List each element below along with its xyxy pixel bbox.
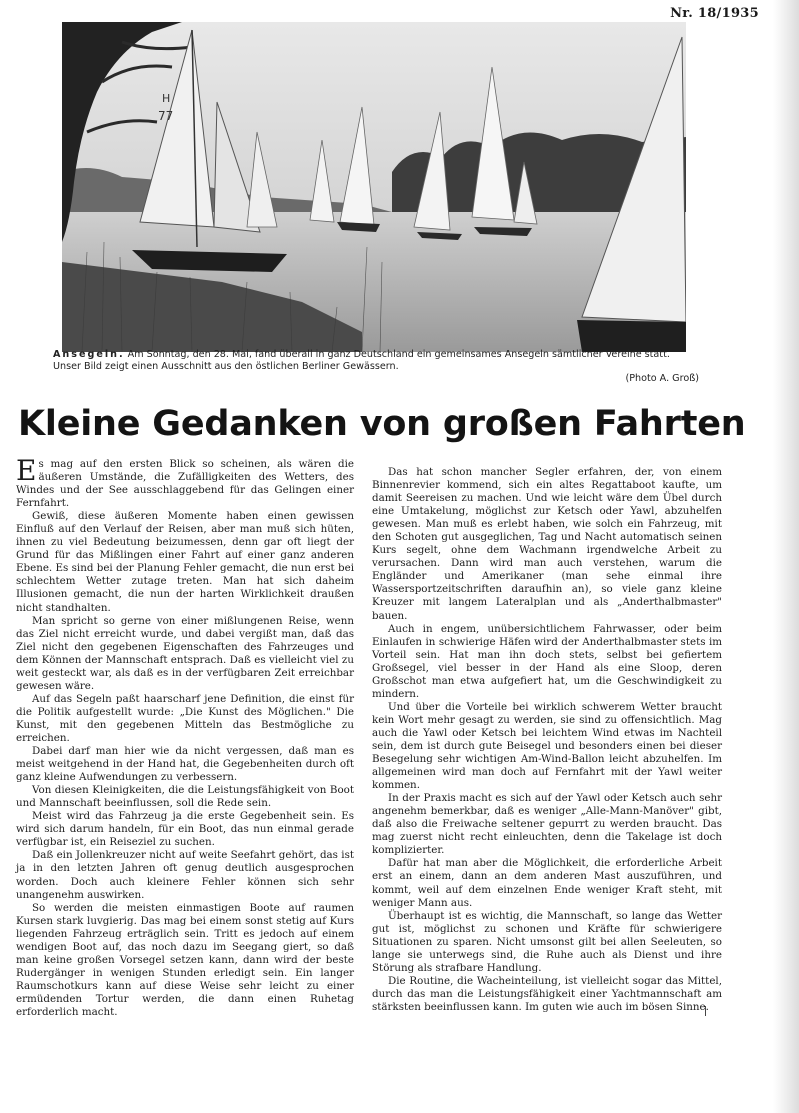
paragraph: Dafür hat man aber die Möglichkeit, die erforderliche Arbeit erst an einem, dann an dem anderen Mast auszuführen, und kommt, weil auf dem einzelnen Ende weniger Kraft steht, mit weniger Mann aus. (372, 857, 722, 909)
article-column-left (16, 454, 354, 1019)
page-edge (773, 0, 799, 1113)
paragraph: Von diesen Kleinigkeiten, die die Leistungsfähigkeit von Boot und Mannschaft beeinflussen, soll die Rede sein. (16, 784, 354, 810)
photo-caption (53, 349, 699, 385)
paragraph: Gewiß, diese äußeren Momente haben einen gewissen Einfluß auf den Verlauf der Reisen, aber man muß sich hüten, ihnen zu viel Bedeutung beizumessen, denn gar oft liegt der Grund für das Mißlingen einer Fahrt auf einer ganz anderen Ebene. Es sind bei der Planung Fehler gemacht, die nun erst bei schlechtem Wetter zutage treten. Man hat sich daheim Illusionen gemacht, die nun der harten Wirklichkeit draußen nicht standhalten. (16, 510, 354, 614)
paragraph: Auch in engem, unübersichtlichem Fahrwasser, oder beim Einlaufen in schwierige Häfen wird der Anderthalbmaster stets im Vorteil sein. Hat man ihn doch stets, selbst bei gefiertem Großsegel, viel besser in der Hand als eine Sloop, deren Großschot man etwa aufgefiert hat, um die Geschwindigkeit zu mindern. (372, 622, 722, 700)
issue-number: Nr. 18/1935 (670, 6, 759, 21)
paragraph: Dabei darf man hier wie da nicht vergessen, daß man es meist weitgehend in der Hand hat, die Gegebenheiten durch oft ganz kleine Aufwendungen zu verbessern. (16, 745, 354, 784)
margin-mark (705, 1006, 712, 1016)
drop-cap: E (16, 454, 37, 487)
photo-credit: (Photo A. Groß) (625, 373, 699, 384)
sail-number-digits: 77 (158, 109, 174, 123)
paragraph: So werden die meisten einmastigen Boote auf raumen Kursen stark luvgierig. Das mag bei einem sonst stetig auf Kurs liegenden Fahrzeug erträglich sein. Tritt es jedoch auf einem wendigen Boot auf, das noch dazu im Seegang giert, so daß man keine großen Vorsegel setzen kann, dann wird der beste Rudergänger in wenigen Stunden erledigt sein. Ein langer Raumschotkurs kann auf diese Weise sehr leicht zu einer ermüdenden Tortur werden, die dann einen Ruhetag erforderlich macht. (16, 901, 354, 1018)
paragraph: Meist wird das Fahrzeug ja die erste Gegebenheit sein. Es wird sich darum handeln, für ein Boot, das nun einmal gerade verfügbar ist, ein Reiseziel zu suchen. (16, 810, 354, 849)
paragraph: Man spricht so gerne von einer mißlungenen Reise, wenn das Ziel nicht erreicht wurde, und dabei vergißt man, daß das Ziel nicht den gegebenen Eigenschaften des Fahrzeuges und dem Können der Mannschaft entsprach. Daß es vielleicht viel zu weit gesteckt war, als daß es in der verfügbaren Zeit erreichbar gewesen wäre. (16, 614, 354, 692)
sail-number-letter: H (162, 92, 171, 105)
article-headline: Kleine Gedanken von großen Fahrten (18, 404, 746, 444)
paragraph: Die Routine, die Wacheinteilung, ist vielleicht sogar das Mittel, durch das man die Leistungsfähigkeit einer Yachtmannschaft am stärksten beeinflussen kann. Im guten wie auch im bösen Sinne. (372, 974, 722, 1013)
caption-lead: Ansegeln. (53, 349, 125, 360)
regatta-photo (62, 22, 686, 352)
paragraph: Das hat schon mancher Segler erfahren, der, von einem Binnenrevier kommend, sich ein altes Regattaboot kaufte, um damit Seereisen zu machen. Und wie leicht wäre dem Übel durch eine Umtakelung, möglichst zur Ketsch oder Yawl, abzuhelfen gewesen. Man muß es erlebt haben, wie solch ein Fahrzeug, mit den Schoten gut ausgeglichen, Tag und Nacht automatisch seinen Kurs segelt, ohne dem Wachmann irgendwelche Arbeit zu verursachen. Dann wird man auch verstehen, warum die Engländer und Amerikaner (man sehe einmal ihre Wassersportzeitschriften daraufhin an), so viele ganz kleine Kreuzer mit langem Lateralplan und als „Anderthalbmaster" bauen. (372, 466, 722, 622)
paragraph: Es mag auf den ersten Blick so scheinen, als wären die äußeren Umstände, die Zufälligkeiten des Wetters, des Windes und der See ausschlaggebend für das Gelingen einer Fernfahrt. (16, 454, 354, 510)
paragraph: Auf das Segeln paßt haarscharf jene Definition, die einst für die Politik aufgestellt wurde: „Die Kunst des Möglichen." Die Kunst, mit den gegebenen Mitteln das Bestmögliche zu erreichen. (16, 692, 354, 744)
paragraph: Daß ein Jollenkreuzer nicht auf weite Seefahrt gehört, das ist ja in den letzten Jahren oft genug deutlich ausgesprochen worden. Doch auch kleinere Fehler können sich sehr unangenehm auswirken. (16, 849, 354, 901)
paragraph: Und über die Vorteile bei wirklich schwerem Wetter braucht kein Wort mehr gesagt zu werden, sie sind zu offensichtlich. Mag auch die Yawl oder Ketsch bei leichtem Wind etwas im Nachteil sein, dem ist durch gute Beisegel und besonders einen bei dieser Besegelung sehr wichtigen Am-Wind-Ballon leicht abzuhelfen. Im allgemeinen wird man doch auf Fernfahrt mit der Yawl weiter kommen. (372, 700, 722, 792)
paragraph: Überhaupt ist es wichtig, die Mannschaft, so lange das Wetter gut ist, möglichst zu schonen und Kräfte für schwierigere Situationen zu sparen. Nicht umsonst gilt bei allen Seeleuten, so lange sie unterwegs sind, die Ruhe auch als Dienst und ihre Störung als strafbare Handlung. (372, 909, 722, 974)
caption-text: Am Sonntag, den 28. Mai, fand überall in ganz Deutschland ein gemeinsames Ansegeln sämtlicher Vereine statt. Unser Bild zeigt einen Ausschnitt aus den östlichen Berliner Gewässern. (53, 349, 670, 372)
article-column-right (372, 466, 722, 1014)
paragraph: In der Praxis macht es sich auf der Yawl oder Ketsch auch sehr angenehm bemerkbar, daß es weniger „Alle-Mann-Manöver" gibt, daß also die Freiwache seltener gepurrt zu werden braucht. Das mag zuerst nicht recht einleuchten, denn die Takelage ist doch komplizierter. (372, 792, 722, 857)
